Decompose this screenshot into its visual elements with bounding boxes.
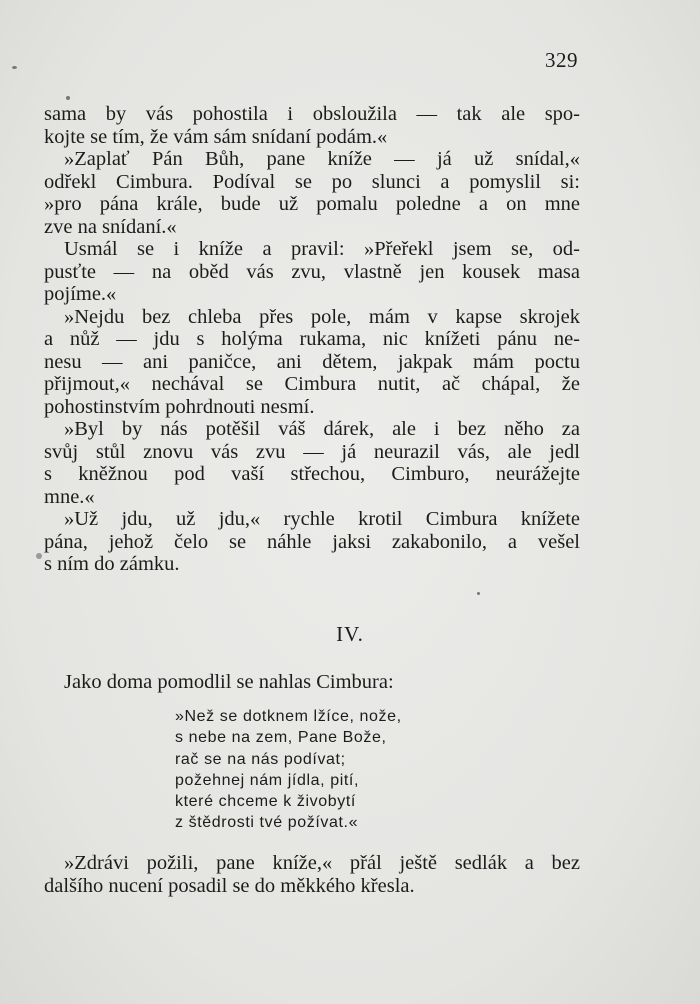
text-line: svůj stůl znovu vás zvu — já neurazil vás, ale jedl — [44, 440, 580, 463]
paper-speck — [66, 96, 70, 100]
text-line: přijmout,« nechával se Cimbura nutit, ač chápal, že — [44, 373, 580, 395]
text-line: Usmál se i kníže a pravil: »Přeřekl jsem se, od- — [64, 238, 580, 260]
text-line: pojíme.« — [44, 283, 117, 305]
paper-speck — [477, 592, 480, 595]
text-line: a nůž — jdu s holýma rukama, nic knížeti pánu ne- — [44, 328, 580, 350]
text-line: »pro pána krále, bude už pomalu poledne a on mne — [44, 193, 580, 215]
intro-line: Jako doma pomodlil se nahlas Cimbura: — [64, 671, 394, 693]
poem-line: s nebe na zem, Pane Bože, — [175, 729, 387, 747]
page-number: 329 — [545, 48, 578, 72]
poem-line: požehnej nám jídla, pití, — [175, 771, 359, 789]
poem — [175, 706, 402, 834]
text-line: mne.« — [44, 485, 95, 508]
text-line: s ním do zámku. — [44, 553, 180, 575]
text-line: kojte se tím, že vám sám snídaní podám.« — [44, 125, 388, 148]
text-line: dalšího nucení posadil se do měkkého křesla. — [44, 874, 415, 897]
text-line: pohostinstvím pohrdnouti nesmí. — [44, 395, 315, 418]
text-line: odřekl Cimbura. Podíval se po slunci a pomyslil si: — [44, 170, 580, 193]
text-line: sama by vás pohostila i obsloužila — tak ale spo- — [44, 103, 580, 125]
poem-line: z štědrosti tvé požívat.« — [175, 814, 359, 832]
closing-paragraph — [44, 852, 580, 897]
body-text — [44, 103, 580, 576]
paper-speck — [36, 553, 42, 559]
text-line: »Nejdu bez chleba přes pole, mám v kapse skrojek — [64, 305, 580, 328]
text-line: »Už jdu, už jdu,« rychle krotil Cimbura knížete — [64, 508, 580, 530]
text-line: nesu — ani paničce, ani dětem, jakpak mám poctu — [44, 350, 580, 373]
text-line: zve na snídaní.« — [44, 215, 177, 238]
paper-speck — [12, 66, 17, 69]
poem-line: »Než se dotknem lžíce, nože, — [175, 708, 402, 725]
text-line: pána, jehož čelo se náhle jaksi zakabonilo, a vešel — [44, 530, 580, 553]
text-line: »Zdrávi požili, pane kníže,« přál ještě sedlák a bez — [64, 852, 580, 874]
poem-line: které chceme k živobytí — [175, 793, 356, 811]
text-line: »Zaplať Pán Bůh, pane kníže — já už snídal,« — [64, 148, 580, 170]
text-line: s kněžnou pod vaší střechou, Cimburo, neurážejte — [44, 463, 580, 485]
poem-line: rač se na nás podívat; — [175, 750, 346, 768]
text-line: pusťte — na oběd vás zvu, vlastně jen kousek masa — [44, 260, 580, 283]
text-line: »Byl by nás potěšil váš dárek, ale i bez něho za — [64, 418, 580, 440]
section-heading: IV. — [336, 622, 364, 646]
